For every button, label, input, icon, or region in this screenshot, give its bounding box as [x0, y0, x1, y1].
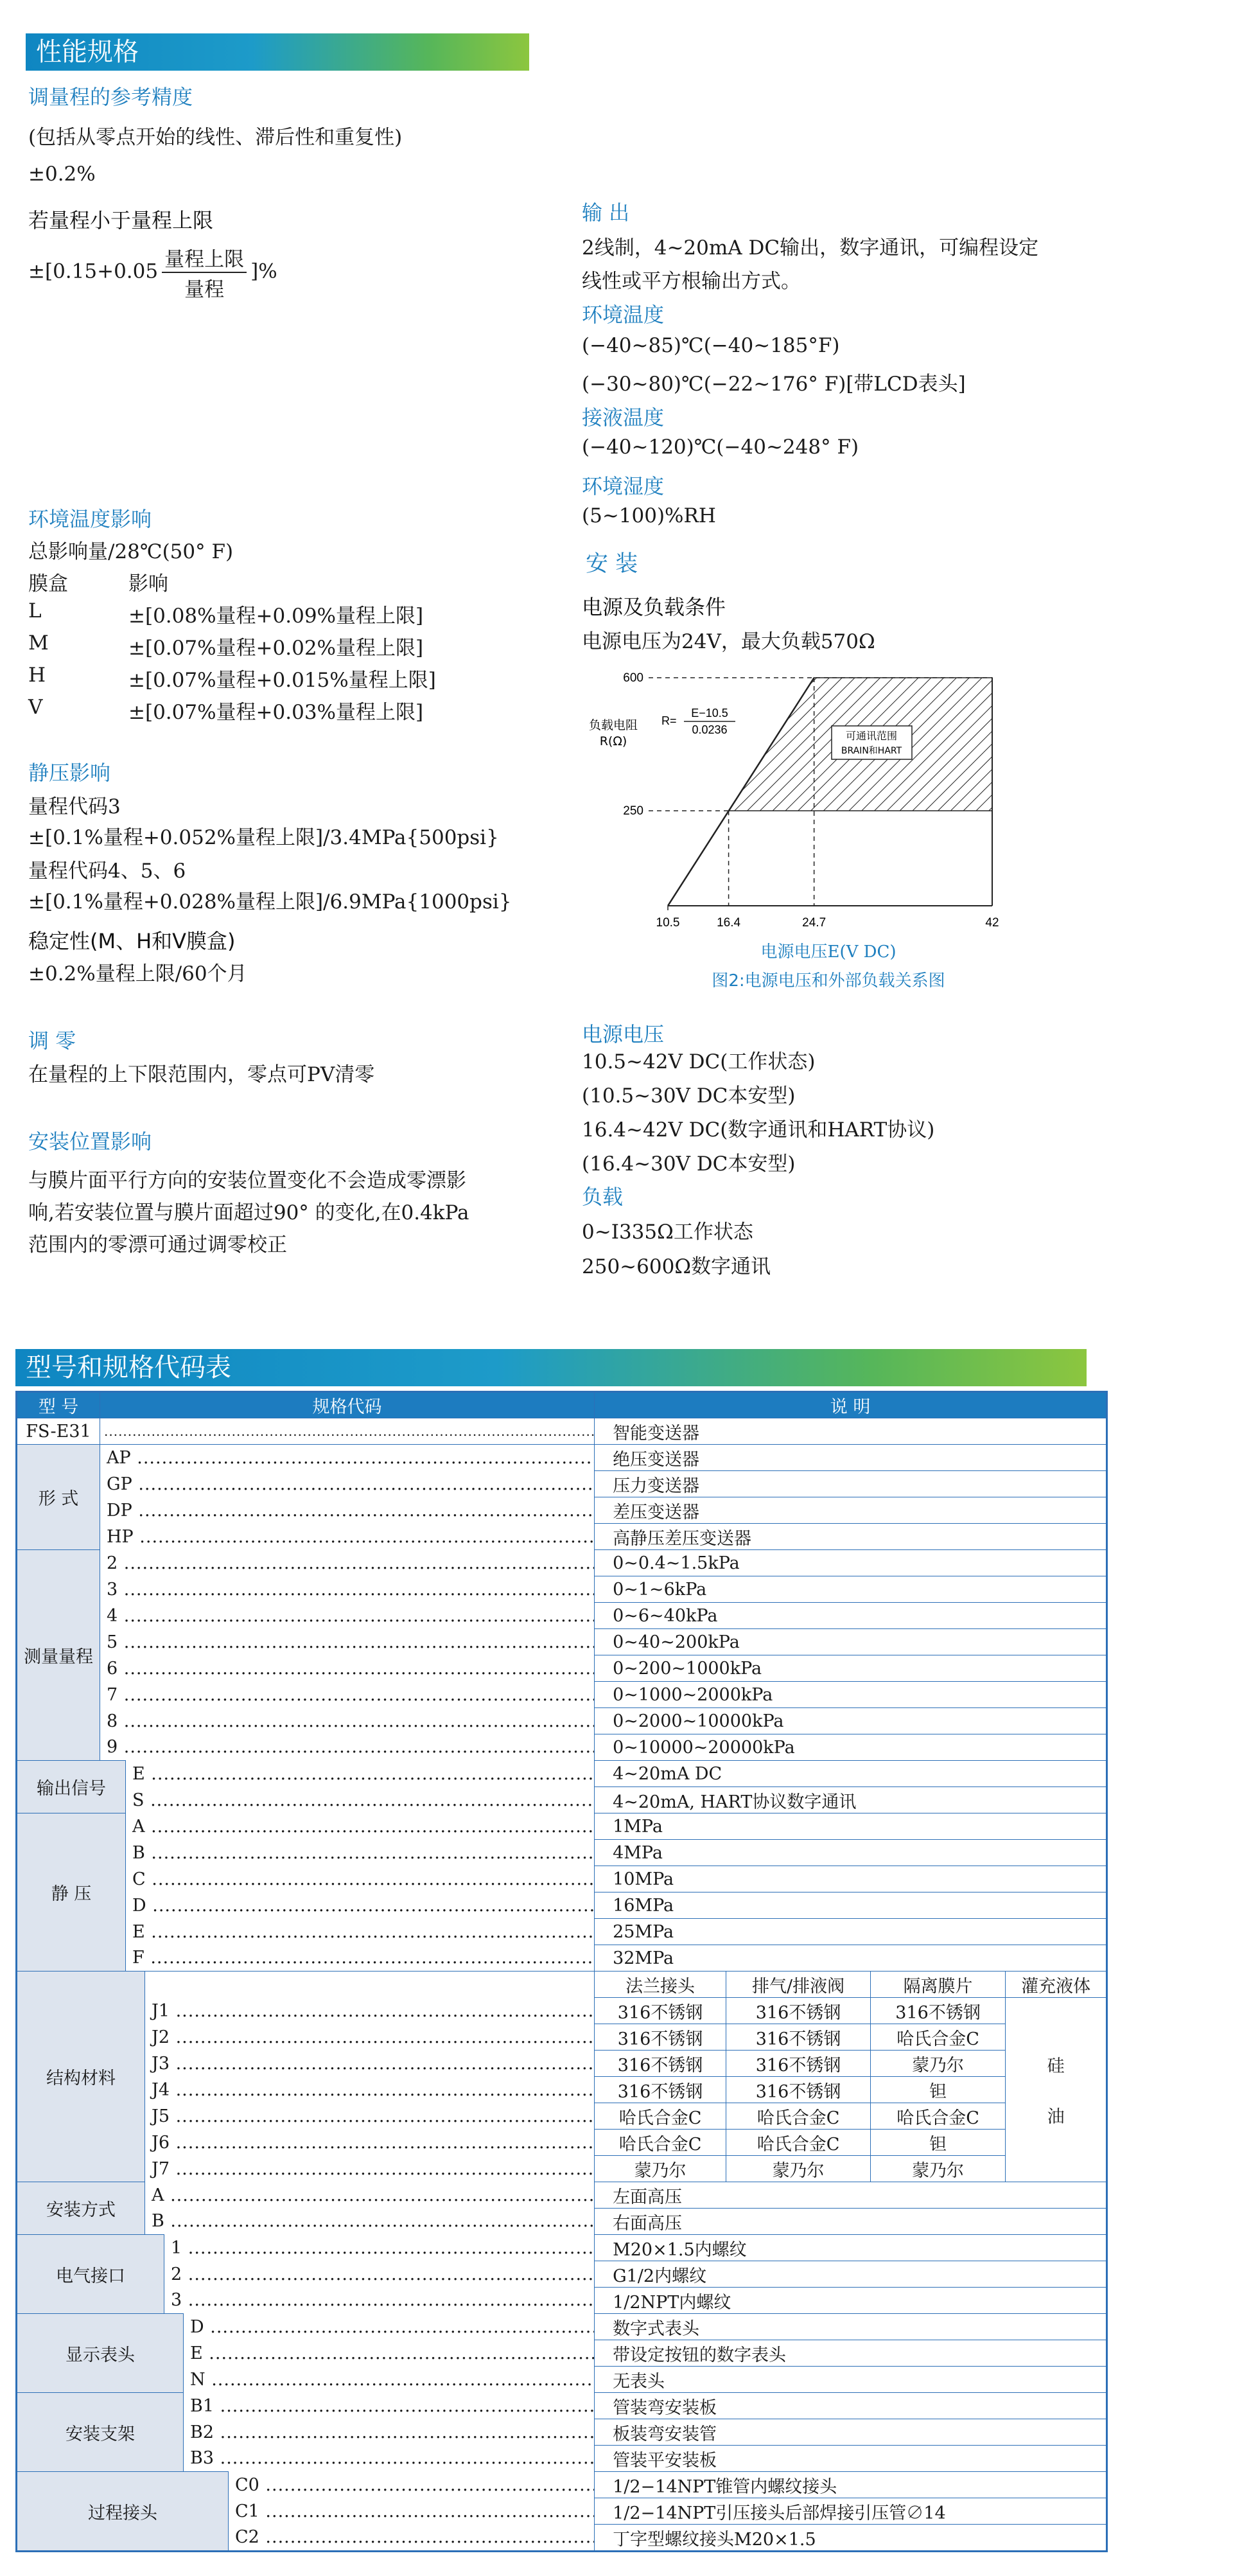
material-header: 隔离膜片	[871, 1972, 1006, 1998]
spec-code	[100, 1550, 595, 1576]
supply-voltage-value: 16.4~42V DC(数字通讯和HART协议)	[582, 1118, 935, 1142]
material-header: 排气/排液阀	[726, 1972, 871, 1998]
mounting-text: 响,若安装位置与膜片面超过90° 的变化,在0.4kPa	[28, 1201, 469, 1224]
spec-description: 右面高压	[595, 2209, 1107, 2235]
stability-heading: 稳定性(M、H和V膜盒)	[28, 929, 236, 953]
diaphragm-material: 钽	[871, 2077, 1006, 2103]
spec-description: 0~2000~10000kPa	[595, 1708, 1107, 1734]
formula-lhs: R=	[661, 714, 677, 727]
code-value: A .....	[132, 1817, 595, 1837]
y-tick-label: 600	[623, 671, 643, 685]
spec-description: M20×1.5内螺纹	[595, 2235, 1107, 2261]
spec-code	[126, 1840, 595, 1866]
accuracy-heading: 调量程的参考精度	[28, 85, 193, 109]
header-description: 说 明	[595, 1392, 1107, 1418]
temp-capsule: H	[28, 664, 46, 687]
mounting-text: 与膜片面平行方向的安装位置变化不会造成零漂影	[28, 1169, 466, 1192]
x-tick-label: 16.4	[717, 916, 741, 930]
table-row	[17, 1892, 1107, 1919]
process-temp-value: (−40~120)℃(−40~248° F)	[582, 436, 859, 459]
formula-numerator: 量程上限	[162, 243, 247, 273]
process-temp-heading: 接液温度	[582, 405, 665, 430]
vent-material: 哈氏合金C	[726, 2103, 871, 2130]
spec-code	[145, 1972, 595, 1998]
table-row	[17, 1471, 1107, 1497]
fill-fluid-text: 油	[1047, 2107, 1065, 2127]
temp-capsule: M	[28, 631, 49, 655]
code-value: 8 .....	[107, 1711, 595, 1731]
static-code3: 量程代码3	[28, 795, 121, 818]
code-value: E .....	[132, 1922, 595, 1942]
supply-voltage-value: (16.4~30V DC本安型)	[582, 1152, 796, 1176]
code-value: C .....	[132, 1869, 595, 1889]
spec-description: 数字式表头	[595, 2314, 1107, 2340]
flange-material: 316不锈钢	[595, 1998, 726, 2024]
region-label: BRAIN和HART	[841, 746, 902, 756]
temp-capsule: L	[28, 599, 42, 622]
spec-code	[184, 2393, 595, 2419]
spec-description: 10MPa	[595, 1866, 1107, 1892]
spec-description: 带设定按钮的数字表头	[595, 2340, 1107, 2367]
diaphragm-material: 哈氏合金C	[871, 2103, 1006, 2130]
temp-effect: ±[0.07%量程+0.015%量程上限]	[128, 669, 436, 692]
table-row	[17, 1629, 1107, 1655]
flange-material: 316不锈钢	[595, 2077, 726, 2103]
diaphragm-material: 316不锈钢	[871, 1998, 1006, 2024]
spec-code	[184, 2446, 595, 2472]
flange-material: 哈氏合金C	[595, 2103, 726, 2130]
group-label-display: 显示表头	[17, 2314, 184, 2393]
spec-description: 4MPa	[595, 1840, 1107, 1866]
code-value: 7 .....	[107, 1685, 595, 1705]
load-chart	[578, 662, 1040, 1002]
code-value: J4 .....	[152, 2080, 595, 2100]
diaphragm-material: 蒙乃尔	[871, 2156, 1006, 2182]
code-value: AP .....	[107, 1448, 595, 1468]
spec-code	[126, 1761, 595, 1787]
turndown-heading: 若量程小于量程上限	[28, 208, 214, 233]
stability-value: ±0.2%量程上限/60个月	[28, 962, 247, 985]
flange-material: 哈氏合金C	[595, 2130, 726, 2156]
table-row	[17, 2235, 1107, 2261]
spec-code	[126, 1866, 595, 1892]
header-model: 型 号	[17, 1392, 100, 1418]
material-header: 法兰接头	[595, 1972, 726, 1998]
spec-code	[145, 2024, 595, 2051]
mounting-heading: 安装位置影响	[28, 1129, 152, 1154]
x-tick-label: 24.7	[802, 916, 826, 930]
table-row	[17, 2209, 1107, 2235]
group-label-electrical: 电气接口	[17, 2235, 164, 2314]
header-code: 规格代码	[100, 1392, 595, 1418]
spec-description: 板装弯安装管	[595, 2419, 1107, 2446]
table-row	[17, 1550, 1107, 1576]
table-row	[17, 2288, 1107, 2314]
supply-voltage-value: (10.5~30V DC本安型)	[582, 1084, 796, 1107]
zero-heading: 调 零	[28, 1028, 76, 1053]
model-code: FS-E31	[17, 1418, 100, 1445]
ambient-temp-heading: 环境温度	[582, 303, 665, 327]
spec-description: 16MPa	[595, 1892, 1107, 1919]
table-row	[17, 1603, 1107, 1629]
code-value: 3 .....	[171, 2290, 595, 2310]
model-description: 智能变送器	[595, 1418, 1107, 1445]
table-row	[17, 1813, 1107, 1840]
code-value: D .....	[190, 2317, 595, 2337]
spec-code	[184, 2314, 595, 2340]
table-row	[17, 1866, 1107, 1892]
temp-effect-heading: 环境温度影响	[28, 507, 152, 531]
table-row	[17, 2314, 1107, 2340]
spec-code	[184, 2419, 595, 2446]
spec-code	[145, 1998, 595, 2024]
spec-code	[145, 2103, 595, 2130]
output-text: 2线制，4~20mA DC输出，数字通讯，可编程设定	[582, 236, 1039, 260]
spec-description: 0~1000~2000kPa	[595, 1682, 1107, 1708]
spec-code	[100, 1655, 595, 1682]
zero-text: 在量程的上下限范围内，零点可PV清零	[28, 1063, 375, 1086]
supply-voltage-value: 10.5~42V DC(工作状态)	[582, 1050, 816, 1073]
table-row	[17, 2261, 1107, 2288]
spec-code	[100, 1471, 595, 1497]
accuracy-value: ±0.2%	[28, 163, 96, 186]
code-value: B .....	[132, 1843, 595, 1863]
ambient-temp-value: (−30~80)℃(−22~176° F)[带LCD表头]	[582, 373, 966, 396]
vent-material: 316不锈钢	[726, 2051, 871, 2077]
spec-description: 左面高压	[595, 2182, 1107, 2209]
table-row	[17, 2103, 1107, 2130]
code-value: F .....	[132, 1948, 595, 1968]
code-value: 9 .....	[107, 1737, 595, 1757]
spec-description: 4~20mA, HART协议数字通讯	[595, 1787, 1107, 1813]
ambient-temp-value: (−40~85)℃(−40~185°F)	[582, 334, 840, 357]
spec-code	[100, 1576, 595, 1603]
code-value: 1 .....	[171, 2238, 595, 2258]
code-value: J3 .....	[152, 2054, 595, 2074]
static-effect-heading: 静压影响	[28, 761, 111, 785]
spec-description: 0~10000~20000kPa	[595, 1734, 1107, 1761]
group-label-type: 形 式	[17, 1445, 100, 1550]
diaphragm-material: 蒙乃尔	[871, 2051, 1006, 2077]
temp-effect: ±[0.07%量程+0.03%量程上限]	[128, 701, 424, 724]
code-value: J2 .....	[152, 2027, 595, 2047]
x-axis-label: 电源电压E(V DC)	[760, 942, 896, 962]
formula-prefix: ±[0.15+0.05	[28, 260, 159, 283]
spec-code	[100, 1708, 595, 1734]
spec-code	[145, 2051, 595, 2077]
installation-heading: 安 装	[586, 551, 638, 577]
code-value: 2 .....	[107, 1553, 595, 1573]
code-value: A .....	[152, 2185, 595, 2205]
table-row	[17, 1919, 1107, 1945]
supply-voltage-heading: 电源电压	[582, 1022, 665, 1046]
formula-numerator: E−10.5	[691, 707, 728, 719]
code-value: C1 .....	[235, 2501, 595, 2521]
code-value: E .....	[190, 2343, 595, 2363]
table-row	[17, 1392, 1107, 1418]
table-row	[17, 1445, 1107, 1471]
group-label-output: 输出信号	[17, 1761, 126, 1813]
group-label-static-pressure: 静 压	[17, 1813, 126, 1972]
table-row	[17, 1761, 1107, 1787]
table-row	[17, 1972, 1107, 1998]
table-row	[17, 1497, 1107, 1524]
spec-description: 1/2−14NPT锥管内螺纹接头	[595, 2472, 1107, 2498]
code-value: 4 .....	[107, 1606, 595, 1626]
code-value: 2 .....	[171, 2264, 595, 2284]
table-row	[17, 1787, 1107, 1813]
spec-description: 1/2−14NPT引压接头后部焊接引压管∅14	[595, 2498, 1107, 2525]
code-value: J1 .....	[152, 2001, 595, 2021]
static-value3: ±[0.1%量程+0.052%量程上限]/3.4MPa{500psi}	[28, 826, 499, 849]
group-label-mounting: 安装方式	[17, 2182, 145, 2235]
spec-code	[229, 2472, 595, 2498]
table-row	[17, 2130, 1107, 2156]
spec-code	[145, 2077, 595, 2103]
table-row	[17, 1840, 1107, 1866]
table-row	[17, 1682, 1107, 1708]
temp-effect: ±[0.08%量程+0.09%量程上限]	[128, 604, 424, 628]
spec-code	[100, 1603, 595, 1629]
code-value: B1 .....	[190, 2396, 595, 2416]
code-value: C0 .....	[235, 2475, 595, 2495]
spec-description: 0~6~40kPa	[595, 1603, 1107, 1629]
code-value: HP .....	[107, 1527, 595, 1547]
code-value: 6 .....	[107, 1659, 595, 1679]
code-value: E .....	[132, 1764, 595, 1784]
fill-fluid-text: 硅	[1047, 2056, 1065, 2076]
y-axis-label: 负载电阻	[588, 718, 638, 732]
table-row	[17, 1708, 1107, 1734]
spec-code	[145, 2156, 595, 2182]
spec-description: 管装平安装板	[595, 2446, 1107, 2472]
output-text: 线性或平方根输出方式。	[582, 270, 801, 293]
vent-material: 316不锈钢	[726, 2077, 871, 2103]
code-value: 3 .....	[107, 1580, 595, 1600]
spec-code	[164, 2288, 595, 2314]
humidity-value: (5~100)%RH	[582, 504, 716, 527]
code-value: N .....	[190, 2370, 595, 2390]
fill-fluid	[1006, 1998, 1107, 2182]
spec-description: 1/2NPT内螺纹	[595, 2288, 1107, 2314]
spec-code	[100, 1497, 595, 1524]
spec-description: 1MPa	[595, 1813, 1107, 1840]
section-title-bar: 性能规格	[26, 33, 529, 71]
table-row	[17, 2156, 1107, 2182]
temp-head-effect: 影响	[128, 572, 168, 595]
humidity-heading: 环境湿度	[582, 474, 665, 498]
accuracy-note: (包括从零点开始的线性、滞后性和重复性)	[28, 126, 403, 149]
spec-description: 绝压变送器	[595, 1445, 1107, 1471]
code-value: D .....	[132, 1896, 595, 1916]
spec-code	[126, 1813, 595, 1840]
vent-material: 316不锈钢	[726, 2024, 871, 2051]
spec-description: 0~200~1000kPa	[595, 1655, 1107, 1682]
code-value: GP .....	[107, 1474, 595, 1494]
spec-code	[100, 1682, 595, 1708]
temp-capsule: V	[28, 696, 43, 719]
spec-code	[145, 2209, 595, 2235]
region-label: 可通讯范围	[845, 730, 898, 742]
code-value: J6 .....	[152, 2133, 595, 2153]
formula-denominator: 0.0236	[692, 723, 728, 736]
group-label-bracket: 安装支架	[17, 2393, 184, 2472]
temp-head-capsule: 膜盒	[28, 572, 68, 595]
table-row	[17, 2051, 1107, 2077]
diaphragm-material: 钽	[871, 2130, 1006, 2156]
table-row	[17, 1998, 1107, 2024]
group-label-range: 测量量程	[17, 1550, 100, 1761]
spec-description: 32MPa	[595, 1945, 1107, 1972]
y-tick-label: 250	[623, 804, 643, 818]
diaphragm-material: 哈氏合金C	[871, 2024, 1006, 2051]
code-value: S .....	[132, 1790, 595, 1810]
flange-material: 316不锈钢	[595, 2051, 726, 2077]
mounting-text: 范围内的零漂可通过调零校正	[28, 1233, 287, 1257]
table-row	[17, 1734, 1107, 1761]
spec-code	[145, 2130, 595, 2156]
spec-code	[126, 1892, 595, 1919]
code-value: J7 .....	[152, 2159, 595, 2179]
x-tick-label: 10.5	[656, 916, 680, 930]
spec-description: 管装弯安装板	[595, 2393, 1107, 2419]
load-heading: 负载	[582, 1185, 624, 1209]
code-value: 5 .....	[107, 1632, 595, 1652]
table-row	[17, 1655, 1107, 1682]
spec-code	[164, 2261, 595, 2288]
model-code-table	[15, 1391, 1108, 2552]
spec-description: 无表头	[595, 2367, 1107, 2393]
spec-code	[126, 1919, 595, 1945]
static-code456: 量程代码4、5、6	[28, 860, 186, 883]
chart-title: 图2:电源电压和外部负载关系图	[712, 971, 945, 991]
code-value: J5 .....	[152, 2106, 595, 2126]
turndown-formula	[28, 243, 277, 302]
formula-fraction	[162, 243, 247, 302]
spec-description: 0~1~6kPa	[595, 1576, 1107, 1603]
code-value: DP .....	[107, 1501, 595, 1521]
load-value: 250~600Ω数字通讯	[582, 1255, 771, 1278]
spec-code	[145, 2182, 595, 2209]
table-row	[17, 2472, 1107, 2498]
spec-description: 压力变送器	[595, 1471, 1107, 1497]
spec-code	[100, 1629, 595, 1655]
spec-description: 高静压差压变送器	[595, 1524, 1107, 1550]
code-value: C2 .....	[235, 2527, 595, 2547]
spec-description: 差压变送器	[595, 1497, 1107, 1524]
code-value: B .....	[152, 2211, 595, 2231]
model-table-title-bar: 型号和规格代码表	[15, 1349, 1087, 1386]
formula-suffix: ]%	[250, 260, 277, 283]
vent-material: 蒙乃尔	[726, 2156, 871, 2182]
spec-code	[229, 2498, 595, 2525]
temp-total: 总影响量/28℃(50° F)	[28, 540, 234, 563]
table-row	[17, 1524, 1107, 1550]
temp-effect: ±[0.07%量程+0.02%量程上限]	[128, 637, 424, 660]
leader-dots	[100, 1418, 595, 1445]
static-value456: ±[0.1%量程+0.028%量程上限]/6.9MPa{1000psi}	[28, 890, 512, 913]
table-row	[17, 1418, 1107, 1445]
power-load-text: 电源电压为24V，最大负载570Ω	[582, 630, 875, 653]
table-row	[17, 2077, 1107, 2103]
table-row	[17, 2393, 1107, 2419]
spec-description: 丁字型螺纹接头M20×1.5	[595, 2525, 1107, 2552]
table-row	[17, 1576, 1107, 1603]
flange-material: 316不锈钢	[595, 2024, 726, 2051]
spec-code	[100, 1445, 595, 1471]
spec-code	[164, 2235, 595, 2261]
load-value: 0~I335Ω工作状态	[582, 1221, 753, 1244]
spec-code	[184, 2367, 595, 2393]
spec-code	[100, 1734, 595, 1761]
x-tick-label: 42	[985, 916, 999, 930]
spec-description: 4~20mA DC	[595, 1761, 1107, 1787]
group-label-material: 结构材料	[17, 1972, 145, 2182]
group-label-process-connection: 过程接头	[17, 2472, 229, 2552]
material-header: 灌充液体	[1006, 1972, 1107, 1998]
power-load-heading: 电源及负载条件	[582, 595, 726, 619]
spec-code	[100, 1524, 595, 1550]
formula-denominator: 量程	[184, 278, 225, 301]
spec-code	[126, 1787, 595, 1813]
output-heading: 输 出	[582, 200, 630, 225]
vent-material: 316不锈钢	[726, 1998, 871, 2024]
code-value: B3 .....	[190, 2448, 595, 2468]
spec-description: 0~40~200kPa	[595, 1629, 1107, 1655]
spec-code	[229, 2525, 595, 2552]
spec-code	[126, 1945, 595, 1972]
vent-material: 哈氏合金C	[726, 2130, 871, 2156]
flange-material: 蒙乃尔	[595, 2156, 726, 2182]
y-axis-label: R(Ω)	[599, 734, 627, 748]
spec-code	[184, 2340, 595, 2367]
table-row	[17, 2182, 1107, 2209]
spec-description: 0~0.4~1.5kPa	[595, 1550, 1107, 1576]
code-value: B2 .....	[190, 2422, 595, 2442]
table-row	[17, 1945, 1107, 1972]
spec-description: 25MPa	[595, 1919, 1107, 1945]
table-row	[17, 2024, 1107, 2051]
spec-description: G1/2内螺纹	[595, 2261, 1107, 2288]
